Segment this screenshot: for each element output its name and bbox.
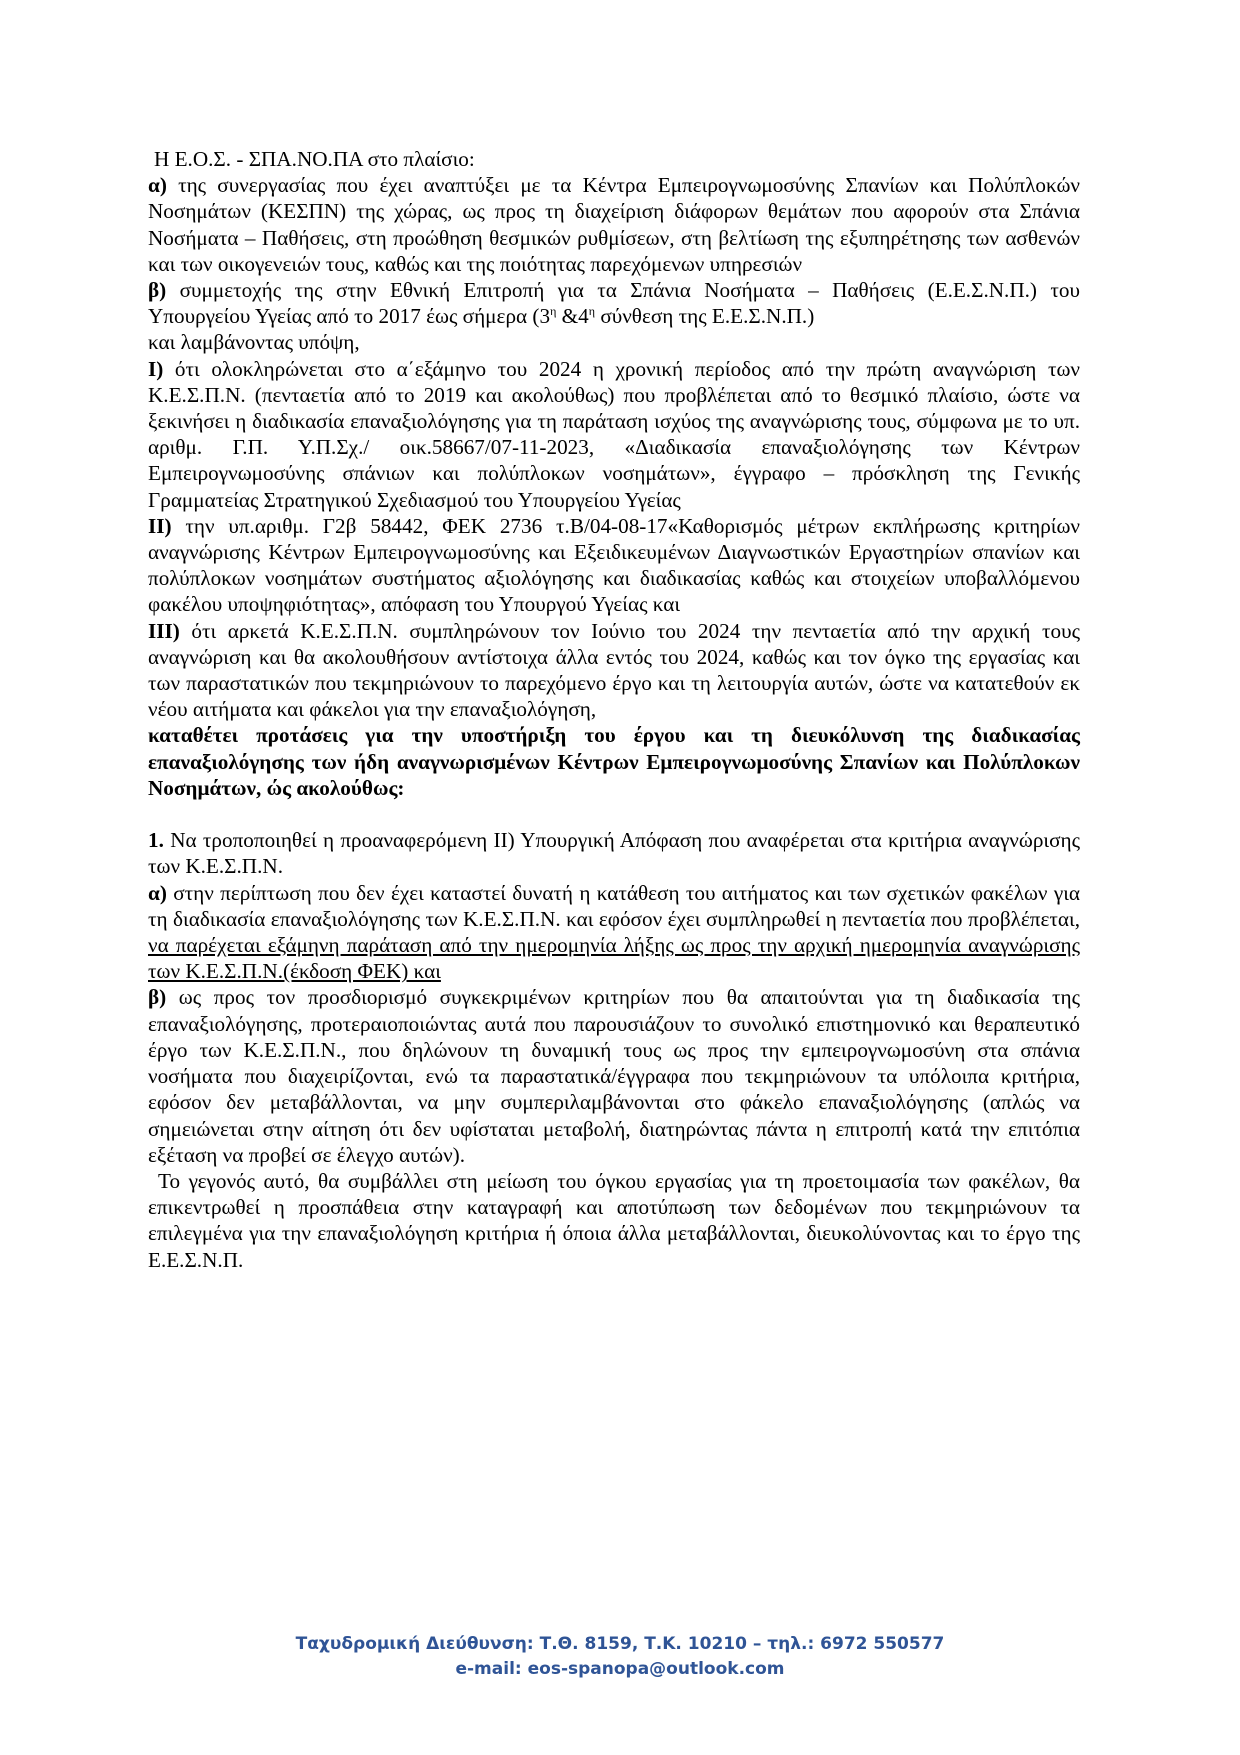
marker-II: ΙΙ) — [148, 513, 172, 538]
underlined-extension: να παρέχεται εξάμηνη παράταση από την ημερομηνία λήξης ως προς την αρχική ημερομηνία αναγνώρισης των Κ.Ε.Σ.Π.Ν.(έκδοση ΦΕΚ) και — [148, 933, 1080, 984]
paragraph-point-II — [148, 513, 1080, 618]
paragraph-alpha — [148, 172, 1080, 277]
marker-1-alpha: α) — [148, 880, 167, 905]
considering-line: και λαμβάνοντας υπόψη, — [148, 330, 360, 355]
paragraph-point-III — [148, 618, 1080, 723]
text-I: ότι ολοκληρώνεται στο α΄εξάμηνο του 2024 η χρονική περίοδος από την πρώτη αναγνώριση των Κ.Ε.Σ.Π.Ν. (πενταετία από το 2019 και ακολούθως) που προβλέπεται από το θεσμικό πλαίσιο, ώστε να ξεκινήσει η διαδικασία επαναξιολόγησης για τη παράταση ισχύος της αναγνώρισης τους, σύμφωνα με το υπ. αριθμ. Γ.Π. Υ.Π.Σχ./ οικ.58667/07-11-2023, «Διαδικασία επαναξιολόγησης των Κέντρων Εμπειρογνωμοσύνης σπάνιων και πολύπλοκων νοσημάτων», έγγραφο – πρόσκληση της Γενικής Γραμματείας Στρατηγικού Σχεδιασμού του Υπουργείου Υγείας — [148, 356, 1080, 512]
marker-1-beta: β) — [148, 985, 167, 1010]
superscript-2: η — [588, 304, 596, 319]
footer-email[interactable]: e-mail: eos-spanopa@outlook.com — [455, 1659, 785, 1679]
marker-I: Ι) — [148, 356, 164, 381]
text-beta-2: &4 — [556, 304, 589, 329]
text-1-beta: ως προς τον προσδιορισμό συγκεκριμένων κριτηρίων που θα απαιτούνται για τη διαδικασία της επαναξιολόγησης, προτεραιοποιώντας αυτά που παρουσιάζουν το συνολικό επιστημονικό και θεραπευτικό έργο των Κ.Ε.Σ.Π.Ν., που δηλώνουν τη δυναμική τους ως προς την εμπειρογνωμοσύνη στα σπάνια νοσήματα που διαχειρίζονται, ενώ τα παραστατικά/έγγραφα που τεκμηριώνουν τα υπόλοιπα κριτήρια, εφόσον δεν μεταβάλλονται, να μην συμπεριλαμβάνονται στο φάκελο επαναξιολόγησης (απλώς να σημειώνεται στην αίτηση ότι δεν υφίσταται μεταβολή, διατηρώντας πάντα η επιτροπή κατά την επιτόπια εξέταση να προβεί σε έλεγχο αυτών). — [148, 985, 1080, 1167]
superscript-1: η — [550, 304, 557, 319]
marker-1: 1. — [148, 828, 164, 853]
intro-line: Η Ε.Ο.Σ. - ΣΠΑ.ΝΟ.ΠΑ στο πλαίσιο: — [154, 147, 475, 171]
text-II: την υπ.αριθμ. Γ2β 58442, ΦΕΚ 2736 τ.Β/04-08-17«Καθορισμός μέτρων εκπλήρωσης κριτηρίων αναγνώρισης Κέντρων Εμπειρογνωμοσύνης και Εξειδικευμένων Διαγνωστικών Εργαστηρίων σπανίων και πολύπλοκων νοσημάτων συστήματος αξιολόγησης και διαδικασίας καθώς και στοιχείων υποβαλλόμενου φακέλου υποψηφιότητας», απόφαση του Υπουργού Υγείας και — [148, 513, 1080, 617]
marker-beta: β) — [148, 278, 167, 303]
proposal-1-beta — [148, 984, 1080, 1167]
text-1-alpha: στην περίπτωση που δεν έχει καταστεί δυνατή η κατάθεση του αιτήματος και των σχετικών φακέλων για τη διαδικασία επαναξιολόγησης των Κ.Ε.Σ.Π.Ν. και εφόσον έχει συμπληρωθεί η πενταετία που προβλέπεται, — [148, 880, 1080, 931]
footer — [0, 1632, 1240, 1682]
text-beta-1: συμμετοχής της στην Εθνική Επιτροπή για τα Σπάνια Νοσήματα – Παθήσεις (Ε.Ε.Σ.Ν.Π.) του Υπουργείου Υγείας από το 2017 έως σήμερα (3 — [148, 278, 1080, 329]
proposal-1-alpha — [148, 880, 1080, 985]
text-alpha: της συνεργασίας που έχει αναπτύξει με τα Κέντρα Εμπειρογνωμοσύνης Σπανίων και Πολύπλοκών Νοσημάτων (ΚΕΣΠΝ) της χώρας, ως προς τη διαχείριση διάφορων θεμάτων που αφορούν στα Σπάνια Νοσήματα – Παθήσεις, στη προώθηση θεσμικών ρυθμίσεων, στη βελτίωση της εξυπηρέτησης των ασθενών και των οικογενειών τους, καθώς και της ποιότητας παρεχόμενων υπηρεσιών — [148, 173, 1080, 276]
paragraph-beta — [148, 277, 1080, 329]
text-1: Να τροποποιηθεί η προαναφερόμενη ΙΙ) Υπουργική Απόφαση που αναφέρεται στα κριτήρια αναγνώρισης των Κ.Ε.Σ.Π.Ν. — [148, 828, 1080, 879]
document-body — [148, 146, 1080, 1273]
marker-III: ΙΙΙ) — [148, 618, 180, 643]
proposal-statement: καταθέτει προτάσεις για την υποστήριξη του έργου και τη διευκόλυνση της διαδικασίας επαναξιολόγησης των ήδη αναγνωρισμένων Κέντρων Εμπειρογνωμοσύνης Σπανίων και Πολύπλοκων Νοσημάτων, ώς ακολούθως: — [148, 723, 1080, 800]
paragraph-point-I — [148, 356, 1080, 513]
footer-address: Ταχυδρομική Διεύθυνση: Τ.Θ. 8159, Τ.Κ. 10210 – τηλ.: 6972 550577 — [295, 1634, 945, 1654]
marker-alpha: α) — [148, 173, 167, 198]
text-III: ότι αρκετά Κ.Ε.Σ.Π.Ν. συμπληρώνουν τον Ιούνιο του 2024 την πενταετία από την αρχική τους αναγνώριση και θα ακολουθήσουν αντίστοιχα άλλα εντός του 2024, καθώς και τον όγκο της εργασίας και των παραστατικών που τεκμηριώνουν το παρεχόμενο έργο και τη λειτουργία αυτών, ώστε να κατατεθούν εκ νέου αιτήματα και φάκελοι για την επαναξιολόγηση, — [148, 618, 1080, 722]
blank-line — [148, 801, 1080, 827]
proposal-1 — [148, 827, 1080, 879]
conclusion: Το γεγονός αυτό, θα συμβάλλει στη μείωση του όγκου εργασίας για τη προετοιμασία των φακέλων, θα επικεντρωθεί η προσπάθεια στην καταγραφή και αποτύπωση των δεδομένων που τεκμηριώνουν τα επιλεγμένα για την επαναξιολόγηση κριτήρια ή όποια άλλα μεταβάλλονται, διευκολύνοντας και το έργο της Ε.Ε.Σ.Ν.Π. — [148, 1168, 1080, 1272]
text-beta-3: σύνθεση της Ε.Ε.Σ.Ν.Π.) — [595, 304, 815, 329]
